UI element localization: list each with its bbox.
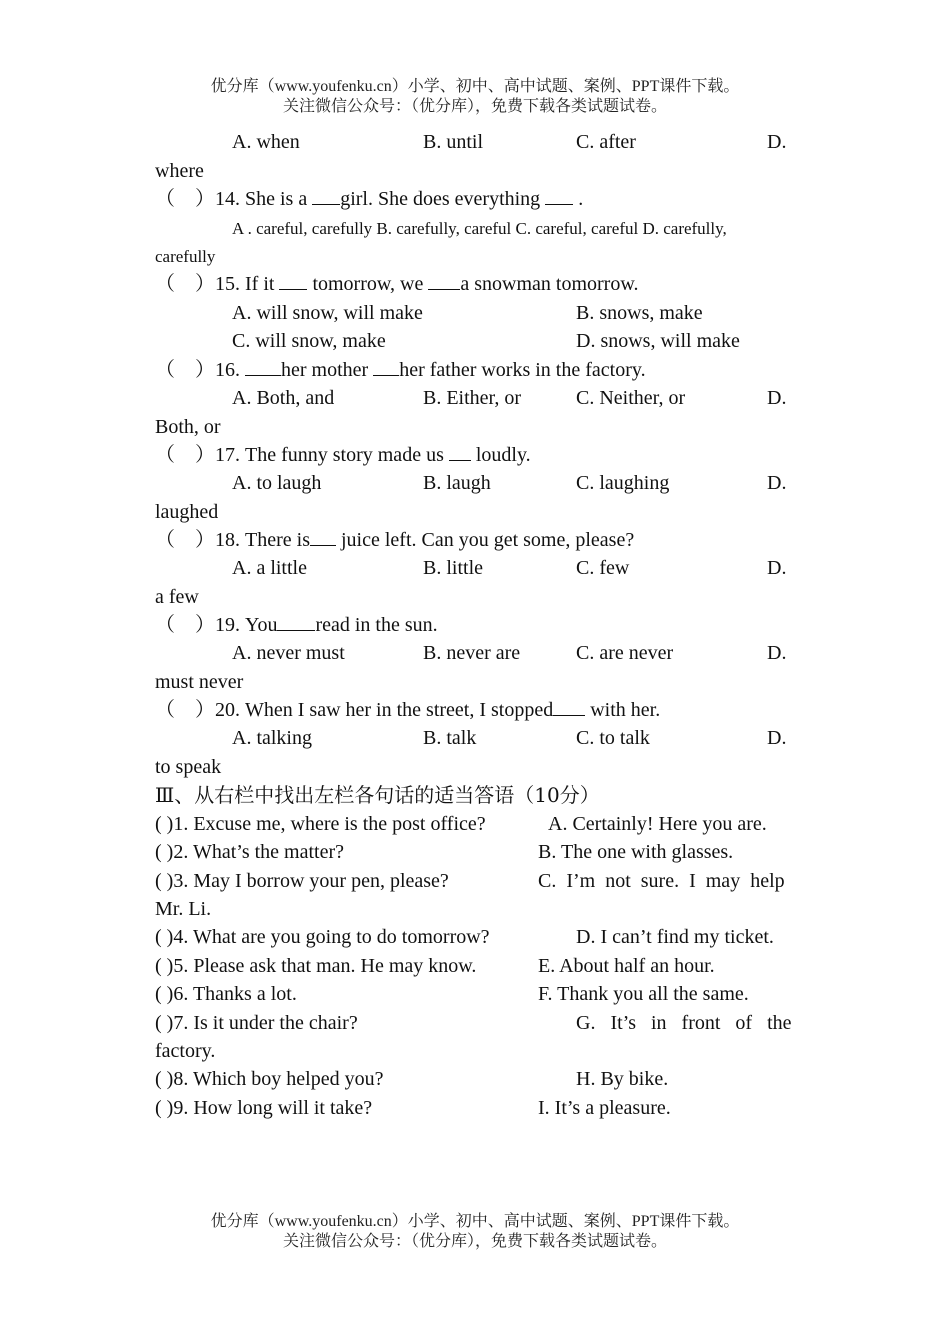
answer-paren: （ ） [155, 699, 215, 721]
question-text: read in the sun. [315, 614, 438, 636]
match-left-9: ( )9. How long will it take? [155, 1097, 373, 1119]
q13-option-a: A. when [232, 131, 300, 153]
match-right-e: E. About half an hour. [538, 955, 715, 977]
match-left-2: ( )2. What’s the matter? [155, 841, 345, 863]
question-text: 14. She is a [215, 188, 313, 210]
q15-option-a: A. will snow, will make [232, 302, 423, 324]
q18-option-c: C. few [576, 557, 630, 579]
match-right-g-wrap: factory. [155, 1040, 216, 1062]
q16-option-d: D. [767, 387, 787, 409]
question-text: 16. [215, 359, 245, 381]
question-16 [155, 358, 646, 382]
q17-option-d-wrap: laughed [155, 501, 219, 523]
q14-options-wrap: carefully [155, 247, 216, 266]
q16-option-c: C. Neither, or [576, 387, 686, 409]
blank [279, 272, 307, 290]
question-text: 15. If it [215, 273, 280, 295]
blank [312, 187, 340, 205]
q20-option-b: B. talk [423, 727, 477, 749]
q17-option-b: B. laugh [423, 472, 491, 494]
question-19 [155, 613, 438, 637]
q13-option-b: B. until [423, 131, 484, 153]
question-text: 20. When I saw her in the street, I stopped [215, 699, 554, 721]
match-left-3: ( )3. May I borrow your pen, please? [155, 870, 449, 892]
question-text: 18. There is [215, 529, 310, 551]
q15-option-b: B. snows, make [576, 302, 703, 324]
q15-option-d: D. snows, will make [576, 330, 740, 352]
question-text: 19. You [215, 614, 278, 636]
match-left-8: ( )8. Which boy helped you? [155, 1068, 384, 1090]
question-text: . [573, 188, 584, 210]
answer-paren: （ ） [155, 188, 215, 210]
blank [545, 187, 573, 205]
match-right-a: A. Certainly! Here you are. [548, 813, 767, 835]
q13-option-d-wrap: where [155, 160, 204, 182]
question-18 [155, 528, 634, 552]
q19-option-a: A. never must [232, 642, 345, 664]
match-right-i: I. It’s a pleasure. [538, 1097, 671, 1119]
q17-option-c: C. laughing [576, 472, 670, 494]
q20-option-c: C. to talk [576, 727, 650, 749]
match-right-h: H. By bike. [576, 1068, 669, 1090]
question-text: girl. She does everything [340, 188, 546, 210]
q16-option-d-wrap: Both, or [155, 416, 221, 438]
answer-paren: （ ） [155, 529, 215, 551]
header-line-2: 关注微信公众号：（优分库），免费下载各类试题试卷。 [282, 98, 667, 115]
question-text: juice left. Can you get some, please? [335, 529, 635, 551]
match-left-4: ( )4. What are you going to do tomorrow? [155, 926, 490, 948]
q15-option-c: C. will snow, make [232, 330, 386, 352]
question-text: with her. [585, 699, 661, 721]
question-17 [155, 443, 531, 467]
section-3-title: Ⅲ、从右栏中找出左栏各句话的适当答语（10分） [155, 783, 600, 807]
blank [449, 443, 471, 461]
question-text: 17. The funny story made us [215, 444, 449, 466]
footer-line-2: 关注微信公众号：（优分库），免费下载各类试题试卷。 [282, 1233, 667, 1250]
q17-option-a: A. to laugh [232, 472, 322, 494]
q17-option-d: D. [767, 472, 787, 494]
q16-option-b: B. Either, or [423, 387, 522, 409]
question-text: loudly. [470, 444, 531, 466]
q19-option-b: B. never are [423, 642, 521, 664]
match-left-6: ( )6. Thanks a lot. [155, 983, 297, 1005]
q14-options: A . careful, carefully B. carefully, careful C. careful, careful D. carefully, [232, 219, 727, 238]
blank [428, 272, 460, 290]
match-right-f: F. Thank you all the same. [538, 983, 749, 1005]
question-text: tomorrow, we [307, 273, 429, 295]
footer-line-1: 优分库（www.youfenku.cn）小学、初中、高中试题、案例、PPT课件下载。 [210, 1213, 740, 1230]
question-14 [155, 187, 583, 211]
q19-option-d-wrap: must never [155, 671, 244, 693]
q20-option-a: A. talking [232, 727, 312, 749]
q16-option-a: A. Both, and [232, 387, 335, 409]
answer-paren: （ ） [155, 614, 215, 636]
match-right-d: D. I can’t find my ticket. [576, 926, 774, 948]
header-line-1: 优分库（www.youfenku.cn）小学、初中、高中试题、案例、PPT课件下载。 [210, 78, 740, 95]
answer-paren: （ ） [155, 359, 215, 381]
blank [373, 358, 399, 376]
match-right-b: B. The one with glasses. [538, 841, 734, 863]
match-left-1: ( )1. Excuse me, where is the post office? [155, 813, 486, 835]
q20-option-d-wrap: to speak [155, 756, 222, 778]
question-text: a snowman tomorrow. [460, 273, 639, 295]
q18-option-d-wrap: a few [155, 586, 199, 608]
answer-paren: （ ） [155, 273, 215, 295]
q18-option-a: A. a little [232, 557, 307, 579]
question-20 [155, 698, 660, 722]
q13-option-d: D. [767, 131, 787, 153]
q18-option-b: B. little [423, 557, 483, 579]
match-left-7: ( )7. Is it under the chair? [155, 1012, 358, 1034]
question-text: her father works in the factory. [399, 359, 646, 381]
blank [277, 613, 315, 631]
match-right-c-wrap: Mr. Li. [155, 898, 212, 920]
match-right-g: G. It’s in front of the [576, 1012, 792, 1034]
answer-paren: （ ） [155, 444, 215, 466]
question-15 [155, 272, 638, 296]
q19-option-c: C. are never [576, 642, 674, 664]
q19-option-d: D. [767, 642, 787, 664]
blank [310, 528, 336, 546]
match-left-5: ( )5. Please ask that man. He may know. [155, 955, 477, 977]
match-right-c: C. I’m not sure. I may help [538, 870, 785, 892]
q13-option-c: C. after [576, 131, 636, 153]
q18-option-d: D. [767, 557, 787, 579]
question-text: her mother [281, 359, 374, 381]
blank [245, 358, 281, 376]
blank [553, 698, 585, 716]
q20-option-d: D. [767, 727, 787, 749]
